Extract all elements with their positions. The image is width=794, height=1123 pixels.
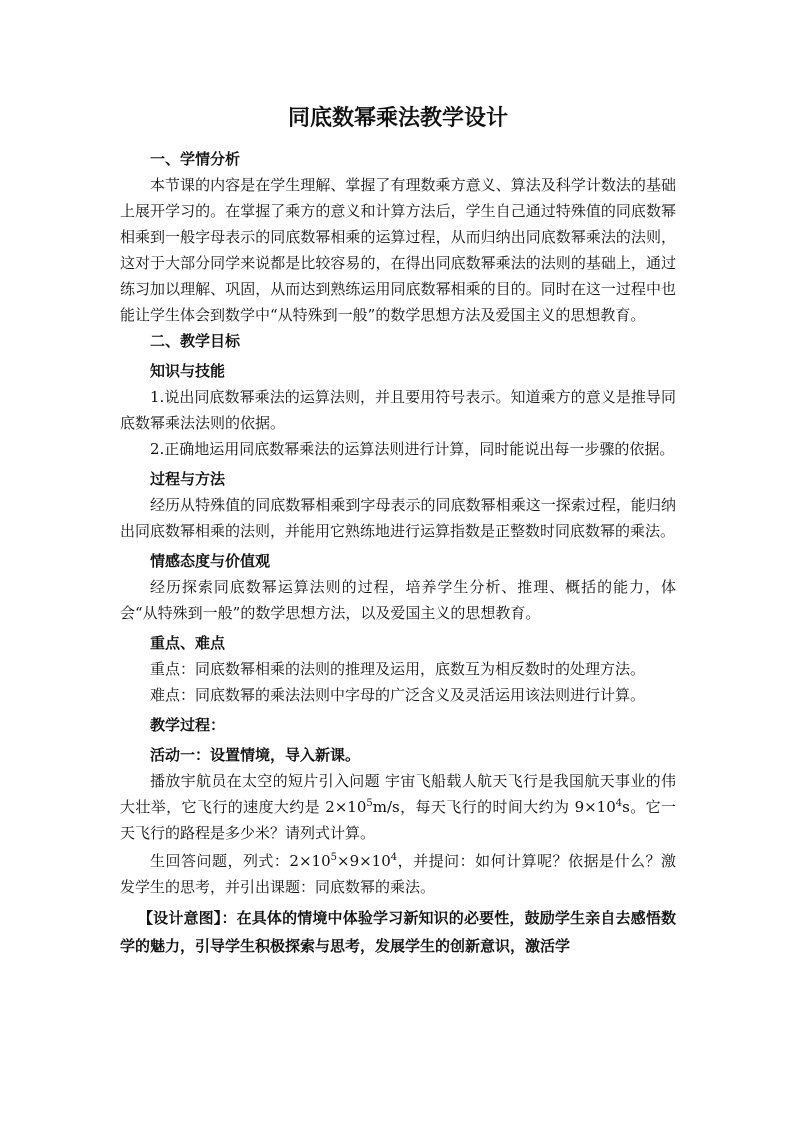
activity-1-text-a: 播放宇航员在太空的短片引入问题 宇宙飞船载人航天飞行是我国航天事业的伟大壮举，它飞行的速度大约是 2×10 [120,772,676,816]
knowledge-item-2: 2.正确地运用同底数幂乘法的运算法则进行计算，同时能说出每一步骤的依据。 [150,440,675,458]
page-title: 同底数幂乘法教学设计 [287,105,508,131]
subheading-process: 过程与方法 [150,470,226,488]
answer-exponent-a: 5 [330,852,337,863]
subheading-emotion: 情感态度与价值观 [150,552,271,570]
answer-text-b: ×9×10 [337,852,391,870]
difficult-point: 难点：同底数幂的乘法法则中字母的广泛含义及灵活运用该法则进行计算。 [150,686,646,704]
answer-exponent-b: 4 [390,852,398,863]
knowledge-item-1: 1.说出同底数幂乘法的运算法则，并且要用符号表示。知道乘方的意义是推导同底数幂乘法法则的依据。 [120,388,676,432]
section-heading-goals: 二、教学目标 [150,332,241,350]
answer-paragraph [120,848,676,900]
subheading-teaching-process: 教学过程： [150,716,226,734]
document-body [120,104,676,960]
activity-1-text-b: m/s，每天飞行的时间大约为 9×10 [372,798,616,816]
answer-text-a: 生回答问题，列式：2×10 [150,852,331,870]
activity-1-heading: 活动一：设置情境，导入新课。 [150,746,361,764]
activity-1-exponent-a: 5 [366,798,373,809]
design-intent-paragraph: 【设计意图】：在具体的情境中体验学习新知识的必要性，鼓励学生亲自去感悟数学的魅力，引导学生积极探索与思考，发展学生的创新意识，激活学 [120,909,676,955]
activity-1-exponent-b: 4 [615,798,623,809]
activity-1-text-c: s。它一天飞行的路程是多少米？请列式计算。 [120,798,677,842]
emotion-paragraph: 经历探索同底数幂运算法则的过程，培养学生分析、推理、概括的能力，体会“从特殊到一般”的数学思想方法，以及爱国主义的思想教育。 [120,578,676,622]
section-heading-analysis: 一、学情分析 [150,150,241,168]
process-paragraph: 经历从特殊值的同底数幂相乘到字母表示的同底数幂相乘这一探索过程，能归纳出同底数幂相乘的法则，并能用它熟练地进行运算指数是正整数时同底数幂的乘法。 [120,496,676,540]
subheading-knowledge: 知识与技能 [150,362,226,380]
analysis-paragraph: 本节课的内容是在学生理解、掌握了有理数乘方意义、算法及科学计数法的基础上展开学习的。在掌握了乘方的意义和计算方法后，学生自己通过特殊值的同底数幂相乘到一般字母表示的同底数幂相乘的运算过程，从而归纳出同底数幂乘法的法则，这对于大部分同学来说都是比较容易的，在得出同底数幂乘法的法则的基础上，通过练习加以理解、巩固，从而达到熟练运用同底数幂相乘的目的。同时在这一过程中也能让学生体会到数学中“从特殊到一般”的数学思想方法及爱国主义的思想教育。 [120,176,676,324]
answer-text-c: ，并提问：如何计算呢？依据是什么？激发学生的思考，并引出课题：同底数幂的乘法。 [120,852,676,896]
activity-1-paragraph [120,768,676,846]
key-point: 重点：同底数幂相乘的法则的推理及运用，底数互为相反数时的处理方法。 [150,660,646,678]
subheading-key-points: 重点、难点 [150,634,226,652]
